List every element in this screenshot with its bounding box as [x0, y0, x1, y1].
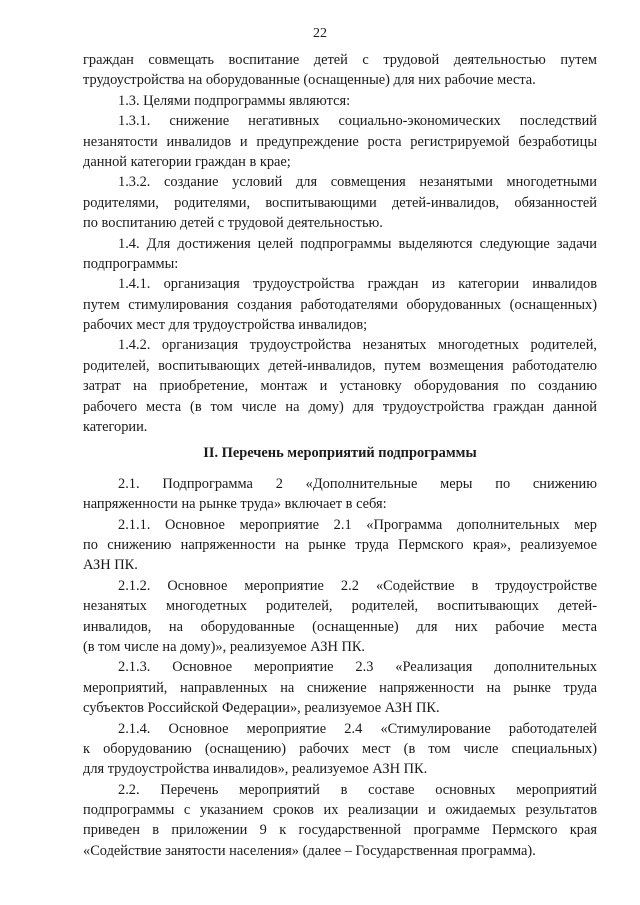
paragraph — [83, 719, 597, 780]
text-line: «Содействие занятости населения» (далее – Государственная программа). — [83, 842, 536, 859]
text-line: для трудоустройства инвалидов», реализуемое АЗН ПК. — [83, 761, 428, 778]
paragraph — [83, 515, 597, 576]
page-number: 22 — [313, 26, 327, 41]
paragraph — [83, 50, 597, 91]
text-line: 2.1.4. Основное мероприятие 2.4 «Стимулирование работодателей — [118, 720, 597, 737]
text-line: путем стимулирования создания работодателями оборудованных (оснащенных) — [83, 296, 597, 313]
text-line: 2.1.2. Основное мероприятие 2.2 «Содействие в трудоустройстве — [118, 577, 597, 594]
text-line: подпрограммы с указанием сроков их реализации и ожидаемых результатов — [83, 802, 597, 819]
text-line: по снижению напряженности на рынке труда Пермского края», реализуемое — [83, 536, 597, 553]
text-line: 2.2. Перечень мероприятий в составе основных мероприятий — [118, 781, 597, 798]
paragraph — [83, 172, 597, 233]
text-line: к оборудованию (оснащению) рабочих мест (в том числе специальных) — [83, 740, 597, 757]
document-body — [83, 50, 597, 861]
text-line: затрат на приобретение, монтаж и установку оборудования по созданию — [83, 378, 597, 395]
text-line: незанятых многодетных родителей, родителей, воспитывающих детей- — [83, 598, 597, 615]
text-line: родителей, воспитывающих детей-инвалидов, путем возмещения работодателю — [83, 357, 597, 374]
text-line: напряженности на рынке труда» включает в себя: — [83, 496, 387, 513]
text-line: 1.3. Целями подпрограммы являются: — [118, 92, 351, 109]
text-line: 1.4.1. организация трудоустройства граждан из категории инвалидов — [118, 276, 597, 293]
section-heading: II. Перечень мероприятий подпрограммы — [203, 445, 477, 462]
paragraph — [83, 780, 597, 862]
paragraph — [83, 91, 597, 111]
paragraph — [83, 657, 597, 718]
text-line: рабочих мест для трудоустройства инвалидов; — [83, 317, 368, 334]
text-line: данной категории граждан в крае; — [83, 153, 291, 170]
text-line: АЗН ПК. — [83, 557, 138, 574]
text-line: 1.4.2. организация трудоустройства незанятых многодетных родителей, — [118, 337, 597, 354]
text-line: трудоустройства на оборудованные (оснащенные) для них рабочие места. — [83, 72, 536, 89]
text-line: родителями, родителями, воспитывающими детей-инвалидов, обязанностей — [83, 194, 597, 211]
text-line: категории. — [83, 419, 148, 436]
text-line: приведен в приложении 9 к государственной программе Пермского края — [83, 822, 597, 839]
text-line: 1.4. Для достижения целей подпрограммы выделяются следующие задачи — [118, 235, 597, 252]
text-line: инвалидов, на оборудованные (оснащенные) для них рабочие места — [83, 618, 597, 635]
text-line: граждан совмещать воспитание детей с трудовой деятельностью путем — [83, 52, 597, 68]
text-line: по воспитанию детей с трудовой деятельностью. — [83, 215, 383, 232]
paragraph — [83, 111, 597, 172]
text-line: субъектов Российской Федерации», реализуемое АЗН ПК. — [83, 700, 440, 717]
text-line: 1.3.1. снижение негативных социально-экономических последствий — [118, 113, 597, 130]
paragraph — [83, 335, 597, 437]
text-line: 2.1. Подпрограмма 2 «Дополнительные меры по снижению — [118, 475, 597, 492]
text-line: 2.1.1. Основное мероприятие 2.1 «Программа дополнительных мер — [118, 516, 597, 533]
paragraph — [83, 576, 597, 658]
text-line: рабочего места (в том числе на дому) для трудоустройства граждан данной — [83, 398, 597, 415]
text-line: подпрограммы: — [83, 255, 179, 272]
text-line: 1.3.2. создание условий для совмещения незанятыми многодетными — [118, 174, 597, 191]
text-line: мероприятий, направленных на снижение напряженности на рынке труда — [83, 679, 597, 696]
text-line: 2.1.3. Основное мероприятие 2.3 «Реализация дополнительных — [118, 659, 597, 676]
paragraph — [83, 234, 597, 275]
text-line: незанятости инвалидов и предупреждение роста регистрируемой безработицы — [83, 133, 597, 150]
paragraph — [83, 274, 597, 335]
paragraph — [83, 474, 597, 515]
text-line: (в том числе на дому)», реализуемое АЗН ПК. — [83, 638, 366, 655]
